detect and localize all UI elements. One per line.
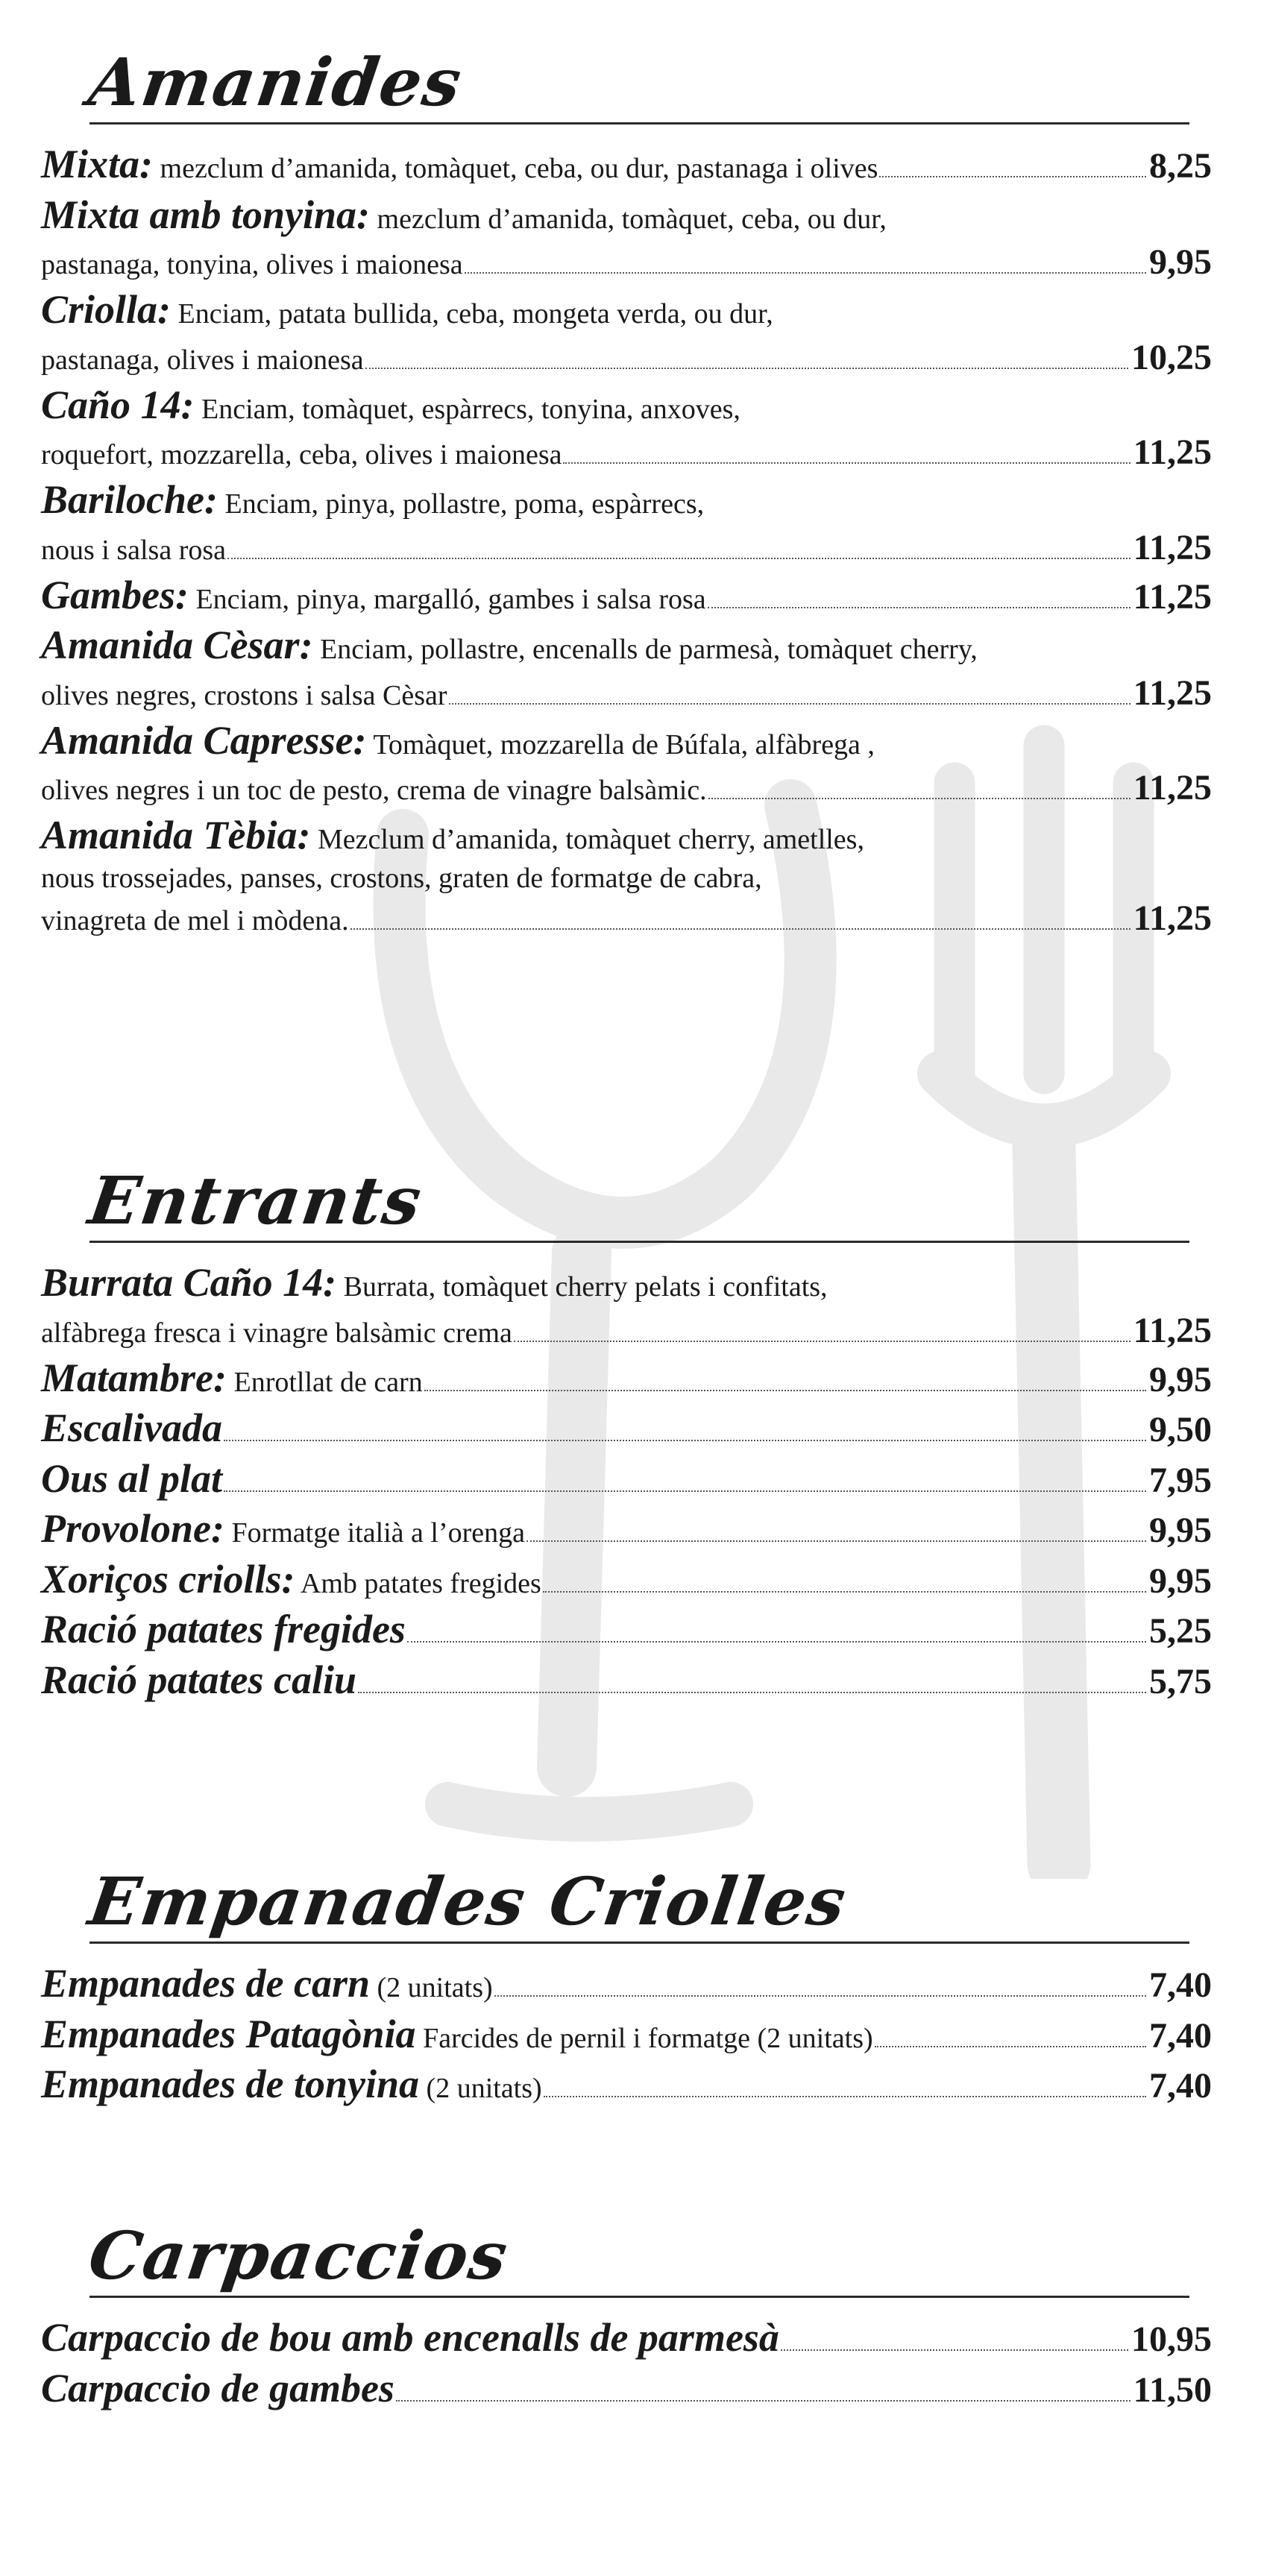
menu-item [41,1555,1212,1605]
menu-item-description: Enciam, tomàquet, espàrrecs, tonyina, anxoves, [201,393,740,425]
menu-item-line [41,896,1212,941]
menu-item-description: mezclum d’amanida, tomàquet, ceba, ou dur, [377,203,887,235]
menu-item-name: Carpaccio de bou amb encenalls de parmesà [41,2315,779,2360]
menu-item [41,1454,1212,1505]
menu-item-name: Criolla: [41,287,172,332]
section-divider [89,1942,1189,1944]
menu-item-description: Enciam, pollastre, encenalls de parmesà, tomàquet cherry, [320,634,978,665]
menu-item [41,1655,1212,1706]
dot-leader [224,1440,1146,1441]
menu-item-price: 11,25 [1133,527,1212,567]
menu-item-description: nous trossejades, panses, crostons, graten de formatge de cabra, [41,862,762,894]
menu-item-name: Empanades de carn [41,1961,371,2006]
menu-item-line [41,766,1212,810]
menu-item-line [41,430,1212,475]
dot-leader [781,2349,1128,2351]
dot-leader [449,703,1131,705]
dot-leader [358,1692,1146,1693]
menu-item-description: Enrotllat de carn [233,1366,423,1398]
dot-leader [350,928,1131,930]
menu-item [41,1258,1212,1353]
menu-item-line [41,2313,1212,2364]
menu-item-description: vinagreta de mel i mòdena. [41,905,349,936]
dot-leader [875,2046,1146,2047]
menu-item-name: Empanades Patagònia [41,2011,416,2056]
menu-item-price: 11,25 [1133,576,1212,617]
menu-item-text [41,620,978,671]
menu-item-name: Ous al plat [41,1455,223,1501]
menu-item-line [41,1555,1212,1605]
menu-item [41,810,1212,941]
menu-item-text [41,1353,423,1404]
menu-item [41,380,1212,476]
dot-leader [494,1995,1146,1997]
menu-item-description: (2 unitats) [377,1972,493,2003]
dot-leader [563,462,1130,464]
menu-item-description: mezclum d’amanida, tomàquet, ceba, ou dur, pastanaga i olives [160,153,878,184]
menu-item-name: Bariloche: [41,477,218,522]
menu-item-text [41,1454,222,1505]
dot-leader [396,2400,1131,2402]
menu-item-line [41,240,1212,285]
menu-item-line [41,1504,1212,1555]
menu-item-line [41,475,1212,526]
menu-item-description: Tomàquet, mozzarella de Búfala, alfàbrega , [373,728,875,760]
menu-item-name: Provolone: [41,1506,224,1551]
menu-item-price: 11,25 [1133,768,1212,807]
menu-item-text [41,2009,873,2060]
dot-leader [708,607,1131,608]
menu-item-line [41,526,1212,570]
menu-item-text [41,380,740,431]
menu-item-line [41,285,1212,336]
section-title: Amanides [84,43,468,121]
section-carpaccios [41,2218,1212,2413]
menu-item-description: Enciam, pinya, margalló, gambes i salsa rosa [195,583,706,615]
menu-item-price: 11,25 [1133,432,1212,472]
menu-item-description: (2 unitats) [426,2073,542,2104]
menu-item [41,716,1212,811]
menu-item [41,1353,1212,1404]
menu-item-text [41,773,707,809]
dot-leader [543,1591,1146,1593]
menu-item-text [41,248,463,283]
menu-item-description: olives negres i un toc de pesto, crema de vinagre balsàmic. [41,775,707,806]
menu-item-line [41,1605,1212,1655]
menu-item [41,620,1212,716]
menu-item-text [41,1655,356,1706]
menu-item-name: Ració patates caliu [41,1657,356,1702]
menu-item-name: Amanida Tèbia: [41,813,311,857]
menu-item-price: 9,95 [1149,1511,1212,1550]
menu-item-line [41,620,1212,671]
menu-item-line [41,1353,1212,1404]
menu-item-line [41,190,1212,241]
menu-item-line [41,336,1212,380]
menu-item-text [41,904,349,939]
dot-leader [227,558,1131,559]
menu-item-text [41,1316,512,1352]
menu-item-text [41,716,875,766]
section-title: Entrants [84,1162,427,1239]
menu-item-text [41,139,878,190]
menu-item-text [41,1605,406,1655]
menu-item-name: Gambes: [41,572,189,617]
menu-item-line [41,1258,1212,1309]
section-title: Empanades Criolles [84,1862,852,1940]
menu-item [41,475,1212,570]
menu-item-description: pastanaga, olives i maionesa [41,344,364,376]
menu-item [41,570,1212,621]
menu-item-text [41,861,762,897]
menu-item-price: 7,95 [1149,1460,1212,1500]
menu-item-line [41,2364,1212,2414]
menu-item [41,1504,1212,1555]
menu-item-text [41,285,773,336]
menu-item-price: 9,95 [1149,242,1212,282]
menu-item-text [41,1504,525,1555]
menu-item-text [41,2313,779,2364]
menu-item-price: 9,50 [1149,1410,1212,1449]
menu-item-line [41,671,1212,716]
menu-item-name: Caño 14: [41,382,195,427]
section-divider [89,2296,1189,2298]
dot-leader [544,2096,1146,2097]
menu-item [41,2009,1212,2060]
menu-item-line [41,810,1212,861]
menu-item-text [41,2364,394,2414]
menu-item-line [41,1309,1212,1353]
menu-item-price: 11,50 [1133,2369,1212,2410]
menu-item-text [41,475,704,526]
menu-item-price: 11,25 [1133,673,1212,713]
menu-item-name: Burrata Caño 14: [41,1260,337,1305]
menu-item-price: 9,95 [1149,1359,1212,1399]
menu-item-name: Amanida Cèsar: [41,623,313,667]
menu-item-price: 7,40 [1149,2066,1212,2106]
menu-item-description: Burrata, tomàquet cherry pelats i confitats, [343,1271,828,1303]
menu-item-text [41,1959,493,2009]
menu-item-price: 7,40 [1149,1965,1212,2005]
section-title: Carpaccios [84,2217,514,2294]
menu-item-line [41,139,1212,190]
menu-item-line [41,1655,1212,1706]
dot-leader [365,368,1128,369]
menu-item-description: Enciam, patata bullida, ceba, mongeta verda, ou dur, [177,298,773,330]
menu-item-text [41,810,864,861]
dot-leader [526,1540,1146,1542]
menu-item-name: Ració patates fregides [41,1607,406,1651]
section-divider [89,122,1189,125]
menu-item-price: 11,25 [1133,1310,1212,1350]
menu-item [41,139,1212,190]
dot-leader [514,1341,1131,1342]
menu-item-price: 7,40 [1149,2015,1212,2056]
menu-item-text [41,570,706,621]
menu-item-name: Mixta amb tonyina: [41,192,371,237]
menu-item-price: 9,95 [1149,1561,1212,1601]
dot-leader [407,1641,1146,1643]
menu-item-description: nous i salsa rosa [41,534,227,566]
section-entrants [41,1163,1212,1705]
menu-item [41,1403,1212,1454]
menu-item-text [41,1555,541,1605]
menu-item-line [41,716,1212,766]
menu-item-text [41,1258,828,1309]
dot-leader [465,272,1146,274]
menu-item-text [41,343,364,379]
menu-item-price: 8,25 [1149,146,1212,186]
menu-item [41,2364,1212,2414]
menu-item-price: 11,25 [1133,898,1212,938]
menu-item-description: Formatge italià a l’orenga [231,1517,526,1549]
menu-item [41,1959,1212,2009]
menu-item-price: 5,75 [1149,1661,1212,1701]
menu-item-description: Amb patates fregides [300,1567,541,1599]
section-empanades-criolles [41,1864,1212,2110]
menu-item-line [41,380,1212,431]
menu-item-description: alfàbrega fresca i vinagre balsàmic crema [41,1317,512,1349]
menu-item-text [41,438,562,473]
menu-item-description: roquefort, mozzarella, ceba, olives i maionesa [41,439,562,470]
menu-item-line [41,1403,1212,1454]
menu-item-text [41,678,447,714]
dot-leader [708,798,1131,799]
dot-leader [224,1490,1146,1492]
menu-item-text [41,1403,222,1454]
menu-item-line [41,1454,1212,1505]
menu-item-name: Escalivada [41,1405,222,1450]
menu-item-name: Empanades de tonyina [41,2062,420,2106]
section-divider [89,1241,1189,1243]
menu-item-description: Mezclum d’amanida, tomàquet cherry, ametlles, [318,824,864,855]
section-amanides [41,45,1212,941]
dot-leader [424,1390,1146,1391]
menu-item-description: olives negres, crostons i salsa Cèsar [41,679,447,711]
menu-item-price: 10,95 [1131,2320,1212,2359]
menu-item-price: 5,25 [1149,1611,1212,1651]
menu-item-price: 10,25 [1131,337,1212,377]
menu-item-line [41,861,1212,897]
menu-item-name: Carpaccio de gambes [41,2365,394,2410]
menu-item-description: Enciam, pinya, pollastre, poma, espàrrecs, [224,488,705,520]
menu-item [41,285,1212,380]
menu-item [41,1605,1212,1655]
menu-item-line [41,570,1212,621]
menu-item-line [41,1959,1212,2009]
menu-item-text [41,2059,542,2110]
menu-item [41,2313,1212,2364]
menu-item [41,190,1212,286]
menu-item-line [41,2059,1212,2110]
menu-item-name: Xoriços criolls: [41,1556,295,1602]
menu-item [41,2059,1212,2110]
menu-item-name: Matambre: [41,1355,227,1400]
menu-item-text [41,533,226,569]
menu-item-text [41,190,887,241]
menu-item-description: pastanaga, tonyina, olives i maionesa [41,249,463,280]
dot-leader [879,176,1146,177]
menu-item-description: Farcides de pernil i formatge (2 unitats) [423,2022,873,2054]
menu-item-name: Mixta: [41,142,154,186]
menu-item-name: Amanida Capresse: [41,717,367,763]
menu-item-line [41,2009,1212,2060]
